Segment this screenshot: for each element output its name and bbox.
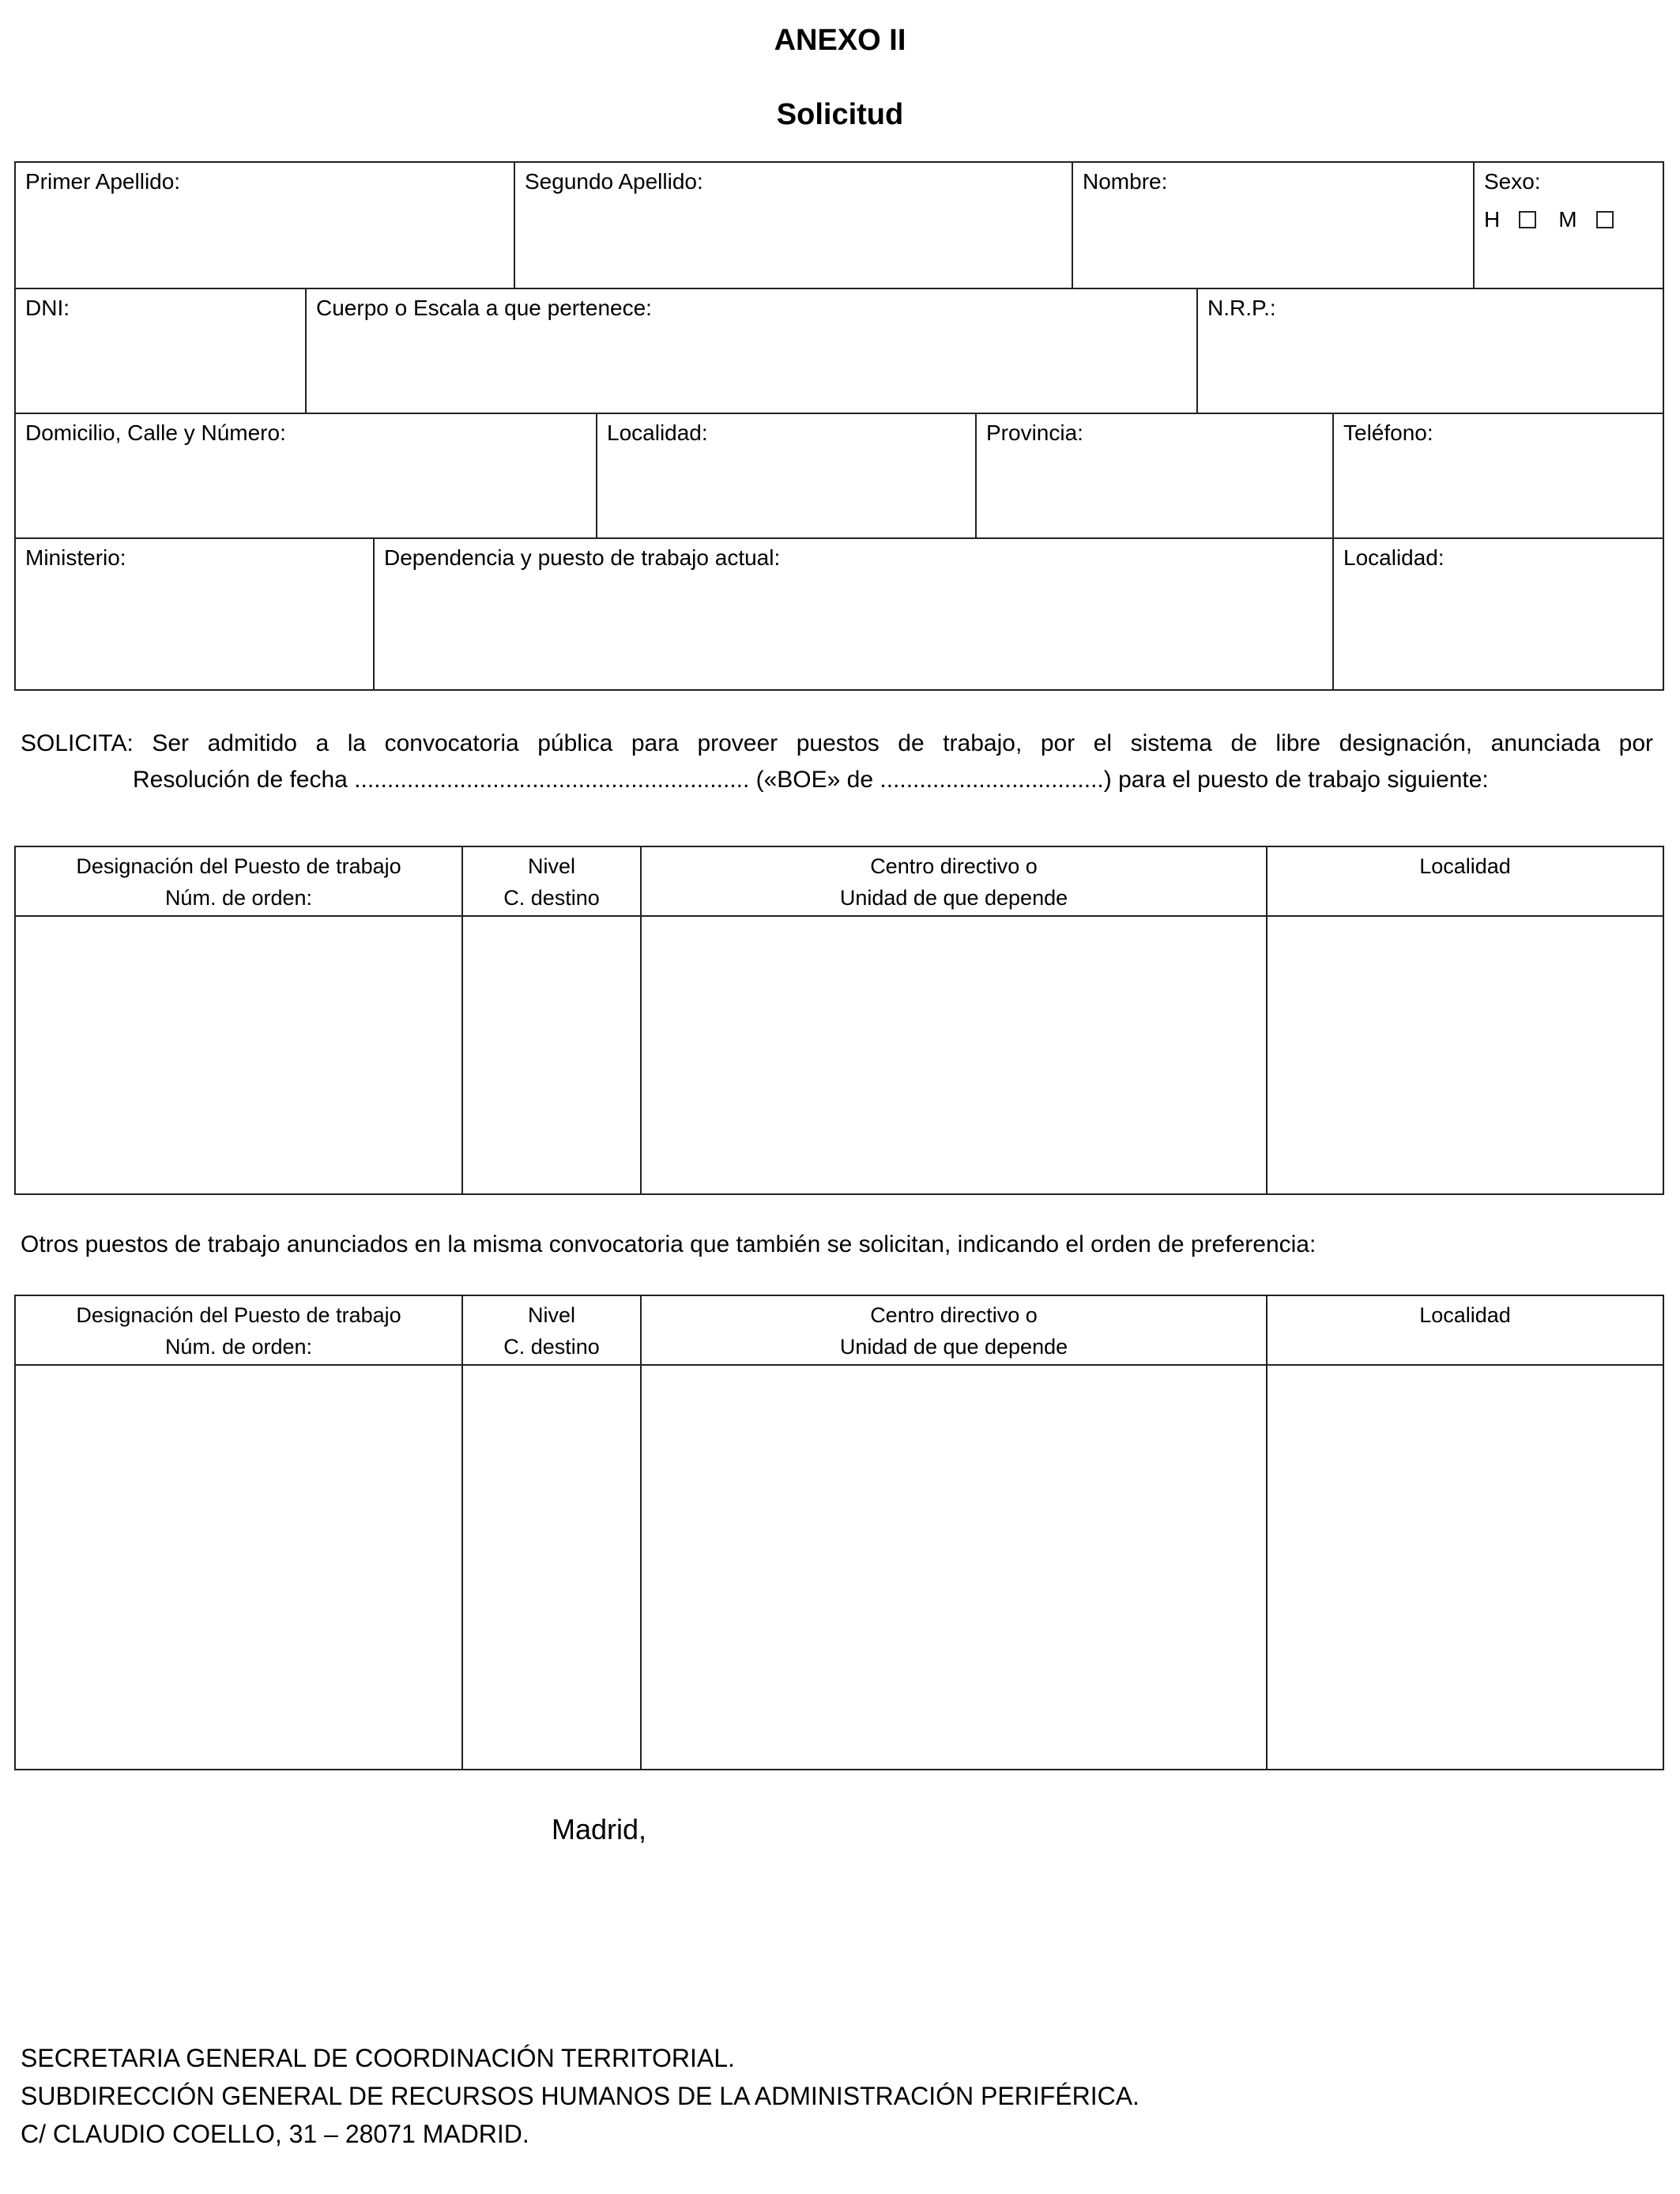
requested-job-table [14, 846, 1664, 1195]
header-designacion-line-1: Designación del Puesto de trabajo [76, 854, 401, 878]
domicilio-field[interactable] [16, 414, 596, 537]
nombre-field[interactable] [1072, 163, 1473, 288]
requested-job-table-header [16, 847, 1663, 917]
header-nivel-line-1: Nivel [527, 1303, 575, 1327]
address-line-2: SUBDIRECCIÓN GENERAL DE RECURSOS HUMANOS DE LA ADMINISTRACIÓN PERIFÉRICA. [21, 2082, 1139, 2110]
header-designacion [16, 847, 461, 915]
nivel-input-cell[interactable] [461, 917, 640, 1193]
dependencia-label: Dependencia y puesto de trabajo actual: [384, 545, 781, 570]
header-nivel [461, 1296, 640, 1364]
header-nivel-line-2: C. destino [503, 886, 600, 910]
provincia-field[interactable] [975, 414, 1332, 537]
address-line-3: C/ CLAUDIO COELLO, 31 – 28071 MADRID. [21, 2120, 529, 2148]
solicita-line-2: Resolución de fecha ............................................................ («BOE» de ..................................) para el puesto de trabajo siguiente: [133, 767, 1489, 793]
dni-field[interactable] [16, 289, 305, 413]
centro-input-cell[interactable] [640, 917, 1266, 1193]
nrp-label: N.R.P.: [1207, 296, 1276, 320]
dependencia-field[interactable] [373, 539, 1332, 689]
localidad-label: Localidad: [607, 420, 708, 445]
primer-apellido-label: Primer Apellido: [25, 169, 181, 194]
header-localidad-line-1: Localidad [1419, 1303, 1511, 1327]
personal-row-1 [16, 163, 1663, 288]
header-centro-line-2: Unidad de que depende [839, 1335, 1068, 1359]
personal-row-2 [16, 288, 1663, 413]
recipient-address [21, 2039, 1139, 2153]
header-localidad [1266, 1296, 1663, 1364]
localidad-actual-field[interactable] [1332, 539, 1663, 689]
localidad-input-cell[interactable] [1266, 917, 1663, 1193]
sexo-field [1473, 163, 1663, 288]
ministerio-field[interactable] [16, 539, 373, 689]
ministerio-label: Ministerio: [25, 545, 126, 570]
header-nivel [461, 847, 640, 915]
address-line-1: SECRETARIA GENERAL DE COORDINACIÓN TERRITORIAL. [21, 2044, 735, 2072]
localidad-actual-label: Localidad: [1343, 545, 1445, 570]
segundo-apellido-label: Segundo Apellido: [525, 169, 703, 194]
solicita-line-1: SOLICITA: Ser admitido a la convocatoria pública para proveer puestos de trabajo, por el sistema de libre designación, anunciada por [21, 730, 1653, 756]
other-jobs-table-body [16, 1366, 1663, 1769]
centro-input-cell[interactable] [640, 1366, 1266, 1769]
telefono-field[interactable] [1332, 414, 1663, 537]
sexo-label: Sexo: [1484, 169, 1541, 194]
sexo-options [1484, 207, 1636, 232]
sexo-m-checkbox[interactable] [1596, 211, 1614, 228]
header-centro-line-1: Centro directivo o [870, 1303, 1038, 1327]
solicita-paragraph [21, 726, 1653, 798]
localidad-field[interactable] [596, 414, 975, 537]
header-nivel-line-1: Nivel [527, 854, 575, 878]
header-localidad-line-1: Localidad [1419, 854, 1511, 878]
personal-row-4 [16, 537, 1663, 689]
form-title: Solicitud [776, 98, 904, 131]
domicilio-label: Domicilio, Calle y Número: [25, 420, 286, 445]
provincia-label: Provincia: [986, 420, 1083, 445]
primer-apellido-field[interactable] [16, 163, 514, 288]
nivel-input-cell[interactable] [461, 1366, 640, 1769]
header-designacion-line-1: Designación del Puesto de trabajo [76, 1303, 401, 1327]
other-jobs-table-header [16, 1296, 1663, 1366]
header-centro [640, 1296, 1266, 1364]
requested-job-table-body [16, 917, 1663, 1193]
annex-title: ANEXO II [774, 24, 906, 57]
designacion-input-cell[interactable] [16, 917, 461, 1193]
nrp-field[interactable] [1196, 289, 1663, 413]
telefono-label: Teléfono: [1343, 420, 1433, 445]
segundo-apellido-field[interactable] [514, 163, 1072, 288]
sexo-h-label: H [1484, 207, 1501, 232]
header-designacion [16, 1296, 461, 1364]
personal-row-3 [16, 413, 1663, 537]
header-centro [640, 847, 1266, 915]
header-designacion-line-2: Núm. de orden: [164, 886, 313, 910]
place-date-line: Madrid, [552, 1813, 647, 1845]
otros-puestos-text: Otros puestos de trabajo anunciados en la misma convocatoria que también se solicitan, indicando el orden de preferencia: [21, 1231, 1317, 1257]
personal-data-table [14, 161, 1664, 691]
designacion-input-cell[interactable] [16, 1366, 461, 1769]
header-centro-line-2: Unidad de que depende [839, 886, 1068, 910]
localidad-input-cell[interactable] [1266, 1366, 1663, 1769]
header-localidad [1266, 847, 1663, 915]
header-designacion-line-2: Núm. de orden: [164, 1335, 313, 1359]
other-jobs-table [14, 1295, 1664, 1770]
cuerpo-label: Cuerpo o Escala a que pertenece: [316, 296, 652, 320]
nombre-label: Nombre: [1083, 169, 1168, 194]
cuerpo-field[interactable] [305, 289, 1196, 413]
header-centro-line-1: Centro directivo o [870, 854, 1038, 878]
sexo-h-checkbox[interactable] [1519, 211, 1536, 228]
header-nivel-line-2: C. destino [503, 1335, 600, 1359]
dni-label: DNI: [25, 296, 70, 320]
sexo-m-label: M [1558, 207, 1577, 232]
